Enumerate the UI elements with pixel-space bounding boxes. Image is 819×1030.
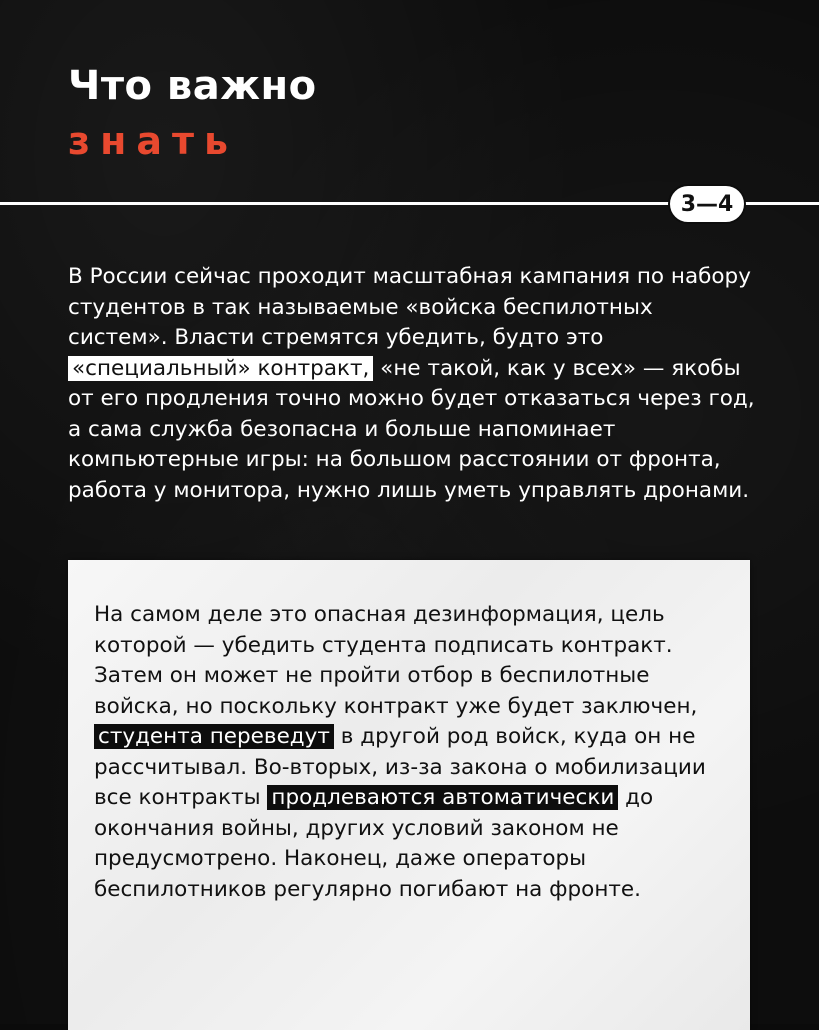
card-text-part1: На самом деле это опасная дезинформация, цель которой — убедить студента подписать контракт. Затем он может не пройти отбор в беспилотные войска, но поскольку контракт уже будет заключен,: [94, 602, 698, 719]
intro-highlight: «специальный» контракт,: [68, 356, 373, 381]
card-highlight-2: продлеваются автоматически: [267, 785, 618, 810]
card-paragraph: [94, 600, 734, 905]
card-text-part3: до окончания войны, других условий законом не предусмотрено. Наконец, даже операторы беспилотников регулярно погибают на фронте.: [94, 785, 654, 902]
intro-text-end: «не такой, как у всех» — якобы от его продления точно можно будет отказаться через год, а сама служба безопасна и больше напоминает компьютерные игры: на большом расстоянии от фронта, работа у монитора, нужно лишь уметь управлять дронами.: [68, 355, 755, 503]
page-indicator-badge: 3—4: [668, 184, 746, 224]
intro-paragraph: [68, 262, 758, 506]
card-highlight-1: студента переведут: [94, 724, 334, 749]
page-subtitle: знать: [68, 119, 239, 163]
card-text-part2: в другой род войск, куда он не рассчитывал. Во-вторых, из-за закона о мобилизации все контракты: [94, 724, 706, 810]
page-title: Что важно: [68, 63, 317, 109]
intro-text-start: В России сейчас проходит масштабная кампания по набору студентов в так называемые «войска беспилотных систем». Власти стремятся убедить, будто это: [68, 264, 751, 350]
